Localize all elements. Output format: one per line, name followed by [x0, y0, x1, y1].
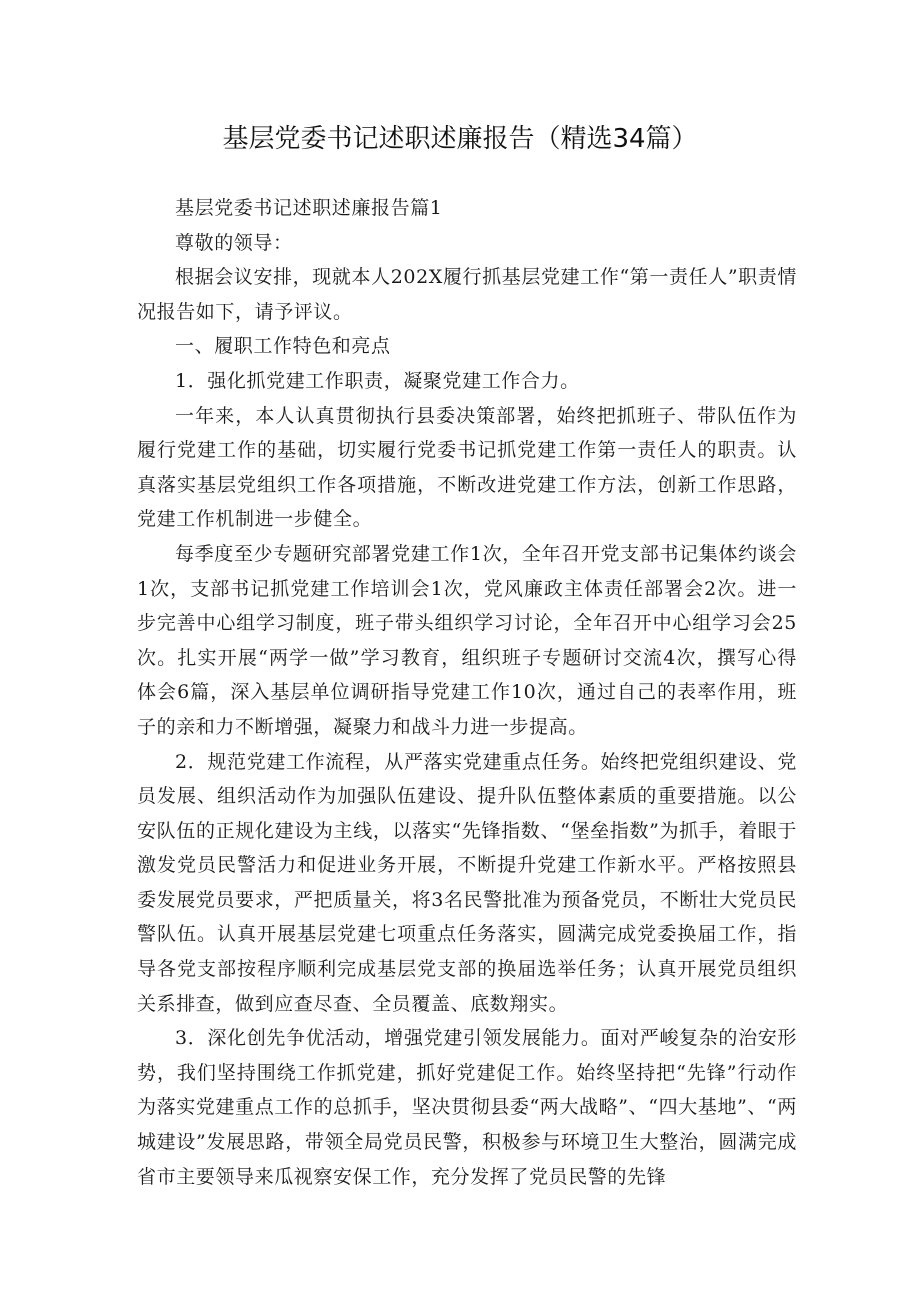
- subsection-heading: 一、履职工作特色和亮点: [175, 335, 391, 358]
- section-heading: 基层党委书记述职述廉报告篇1: [175, 197, 443, 219]
- numbered-item: 1．强化抓党建工作职责，凝聚党建工作合力。: [175, 369, 580, 392]
- paragraph: 一年来，本人认真贯彻执行县委决策部署，始终把抓班子、带队伍作为履行党建工作的基础，切实履行党委书记抓党建工作第一责任人的职责。认真落实基层党组织工作各项措施，不断改进党建工作方法，创新工作思路，党建工作机制进一步健全。: [137, 404, 797, 531]
- document-title: 基层党委书记述职述廉报告（精选34篇）: [222, 124, 698, 154]
- salutation: 尊敬的领导：: [175, 231, 293, 254]
- paragraph: 根据会议安排，现就本人202X履行抓基层党建工作“第一责任人”职责情况报告如下，请予评议。: [137, 266, 797, 323]
- document-body: [137, 191, 797, 1194]
- numbered-item: 2．规范党建工作流程，从严落实党建重点任务。始终把党组织建设、党员发展、组织活动作为加强队伍建设、提升队伍整体素质的重要措施。以公安队伍的正规化建设为主线，以落实“先锋指数、“堡垒指数”为抓手，着眼于激发党员民警活力和促进业务开展，不断提升党建工作新水平。严格按照县委发展党员要求，严把质量关，将3名民警批准为预备党员，不断壮大党员民警队伍。认真开展基层党建七项重点任务落实，圆满完成党委换届工作，指导各党支部按程序顺利完成基层党支部的换届选举任务；认真开展党员组织关系排查，做到应查尽查、全员覆盖、底数翔实。: [137, 750, 797, 1015]
- numbered-item: 3．深化创先争优活动，增强党建引领发展能力。面对严峻复杂的治安形势，我们坚持围绕工作抓党建，抓好党建促工作。始终坚持把“先锋”行动作为落实党建重点工作的总抓手，坚决贯彻县委“两大战略”、“四大基地”、“两城建设”发展思路，带领全局党员民警，积极参与环境卫生大整治，圆满完成省市主要领导来瓜视察安保工作，充分发挥了党员民警的先锋: [137, 1027, 797, 1188]
- paragraph: 每季度至少专题研究部署党建工作1次，全年召开党支部书记集体约谈会1次，支部书记抓党建工作培训会1次，党风廉政主体责任部署会2次。进一步完善中心组学习制度，班子带头组织学习讨论，全年召开中心组学习会25次。扎实开展“两学一做”学习教育，组织班子专题研讨交流4次，撰写心得体会6篇，深入基层单位调研指导党建工作10次，通过自己的表率作用，班子的亲和力不断增强，凝聚力和战斗力进一步提高。: [137, 542, 797, 738]
